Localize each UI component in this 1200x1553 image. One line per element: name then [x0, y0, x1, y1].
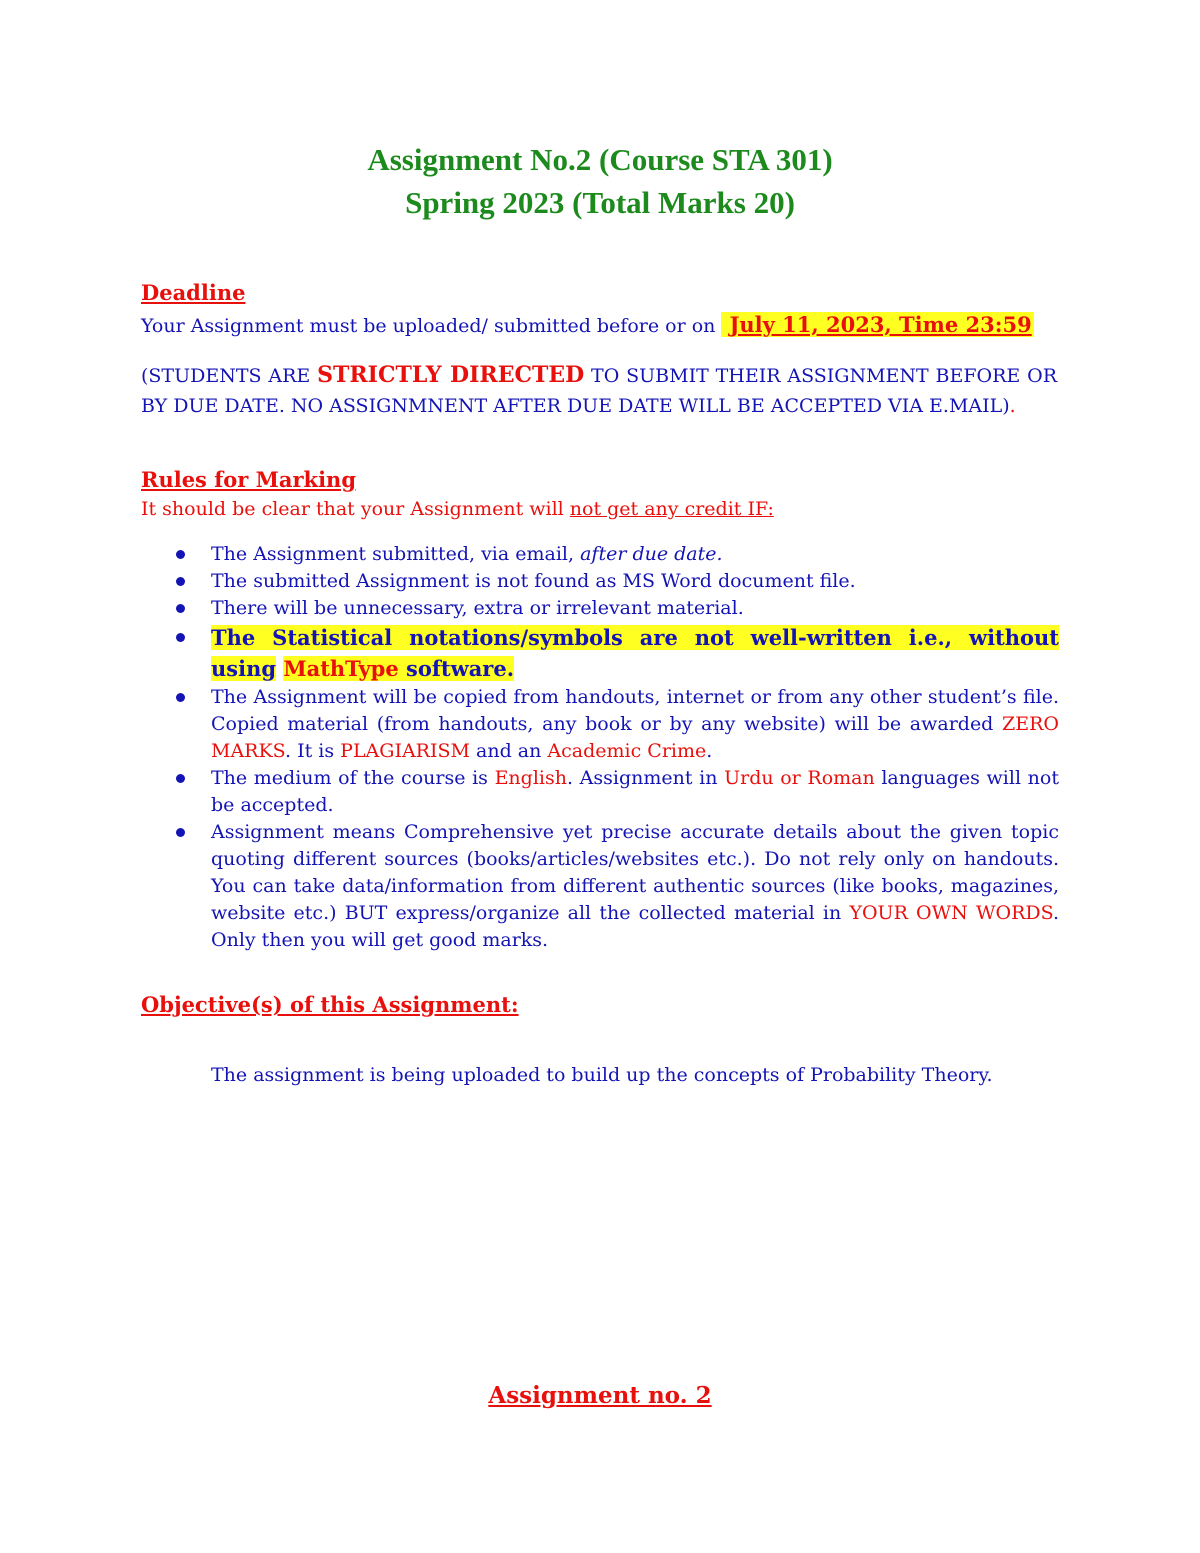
rule-5-academic-crime: Academic Crime: [547, 740, 707, 762]
list-item: [175, 622, 1059, 684]
assignment-no-heading: Assignment no. 2: [488, 1382, 712, 1409]
rule-2-text: The submitted Assignment is not found as MS Word document file.: [211, 570, 856, 592]
bullet-icon: [176, 604, 185, 613]
rule-7-text-a: Assignment means Comprehensive yet precise accurate details about the given topic quoting different sources (books/articles/websites etc.). Do not rely only on handouts. You can take data/information from different authentic sources (like books, magazines, website etc.) BUT express/organize all the collected material in: [211, 821, 1059, 924]
rule-6-urdu-roman: Urdu or Roman: [724, 767, 875, 789]
list-item: [175, 568, 1059, 595]
objective-text: The assignment is being uploaded to build up the concepts of Probability Theory.: [211, 1064, 993, 1086]
document-title-line-2: Spring 2023 (Total Marks 20): [405, 185, 795, 220]
objective-heading: Objective(s) of this Assignment:: [141, 992, 519, 1017]
notice-emphasis: STRICTLY DIRECTED: [317, 362, 585, 388]
rule-4-mathtype: MathType: [283, 656, 399, 681]
rule-6-text-a: The medium of the course is: [211, 767, 488, 789]
list-item: [175, 541, 1059, 568]
document-title-line-1: Assignment No.2 (Course STA 301): [367, 142, 833, 177]
deadline-text: Your Assignment must be uploaded/ submitted before or on: [141, 315, 716, 337]
footer: [0, 1382, 1200, 1409]
deadline-heading: Deadline: [141, 280, 246, 305]
rules-heading: Rules for Marking: [141, 467, 357, 492]
deadline-date: July 11, 2023, Time 23:59: [721, 312, 1033, 337]
rules-intro: [141, 498, 774, 520]
notice-end: .: [1009, 395, 1016, 417]
rules-intro-text: It should be clear that your Assignment will: [141, 498, 564, 520]
bullet-icon: [176, 828, 185, 837]
rule-1-italic: after due date.: [580, 543, 723, 565]
bullet-icon: [176, 774, 185, 783]
bullet-icon: [176, 693, 185, 702]
rule-5-text-c: and an: [476, 740, 542, 762]
rule-7-text-b: . Only then you will get good marks.: [211, 902, 1059, 951]
bullet-icon: [176, 577, 185, 586]
bullet-icon: [176, 550, 185, 559]
rule-6-english: English: [494, 767, 567, 789]
rule-7-own-words: YOUR OWN WORDS: [849, 902, 1053, 924]
rule-5-text-a: The Assignment will be copied from handouts, internet or from any other student’s file. Copied material (from handouts, any book or by any website) will be awarded: [211, 686, 1059, 735]
rule-1-text: The Assignment submitted, via email,: [211, 543, 575, 565]
rule-5-text-d: .: [706, 740, 713, 762]
submission-notice: [141, 360, 1057, 421]
list-item: [175, 684, 1059, 765]
rule-5-text-b: . It is: [285, 740, 335, 762]
notice-part-2: TO SUBMIT THEIR ASSIGNMENT BEFORE OR BY DUE DATE. NO ASSIGNMNENT AFTER DUE DATE WILL BE ACCEPTED VIA E.MAIL): [141, 365, 1058, 417]
rules-list: [175, 541, 1059, 954]
rule-4-end: software.: [406, 656, 515, 681]
rule-6-text-c: languages will not be accepted.: [211, 767, 1059, 816]
rule-3-text: There will be unnecessary, extra or irrelevant material.: [211, 597, 744, 619]
rule-4-text: The Statistical notations/symbols are not well-written i.e., without using: [211, 625, 1059, 681]
list-item: [175, 819, 1059, 954]
rule-5-plagiarism: PLAGIARISM: [340, 740, 470, 762]
notice-part-1: (STUDENTS ARE: [141, 365, 311, 387]
rule-5-zero-marks: ZERO MARKS: [211, 713, 1059, 762]
bullet-icon: [176, 633, 185, 642]
list-item: [175, 765, 1059, 819]
rules-intro-underlined: not get any credit IF:: [569, 498, 774, 520]
deadline-line: [141, 312, 1034, 337]
rule-6-text-b: . Assignment in: [566, 767, 718, 789]
list-item: [175, 595, 1059, 622]
